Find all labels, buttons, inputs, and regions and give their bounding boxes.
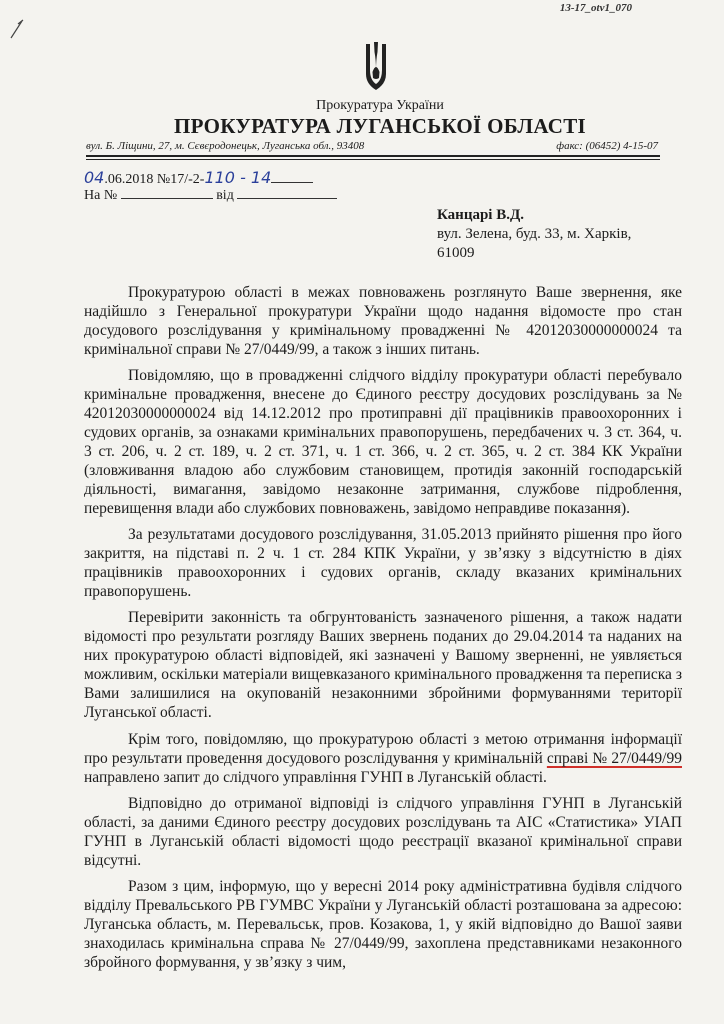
header-address-line [86, 140, 658, 152]
paragraph-5-end: направлено запит до слідчого управління ГУНП в Луганській області. [84, 769, 547, 786]
header-rule-thin [86, 159, 660, 160]
paragraph-6: Відповідно до отриманої відповіді із слідчого управління ГУНП в Луганській області, за даними Єдиного реєстру досудових розслідувань та АІС «Статистика» УІАП ГУНП в Луганській області відомості щодо реєстрації вказаної кримінальної справи відсутні. [84, 795, 682, 869]
header-fax: факс: (06452) 4-15-07 [556, 140, 658, 152]
paragraph-1: Прокуратурою області в межах повноважень розглянуто Ваше звернення, яке надійшло з Генеральної прокуратури України щодо надання відомосте про стан досудового розслідування у кримінальному провадженні № 42012030000000024 та кримінальної справи № 27/0449/99, а також з інших питань. [84, 284, 682, 358]
recipient-address-line1: вул. Зелена, буд. 33, м. Харків, [437, 226, 632, 242]
file-code: 13-17_otv1_070 [559, 2, 632, 14]
header-rule-thick [86, 155, 660, 157]
paragraph-2: Повідомляю, що в провадженні слідчого відділу прокуратури області перебувало кримінальне провадження, внесене до Єдиного реєстру досудових розслідувань за № 42012030000000024 від 14.12.2012 про протиправні дії працівників правоохоронних і судових органів, за ознаками кримінальних правопорушень, передбачених ч. 3 ст. 364, ч. 3 ст. 206, ч. 2 ст. 189, ч. 2 ст. 371, ч. 1 ст. 366, ч. 2 ст. 365, ч. 2 ст. 384 КК України (зловживання владою або службовим становищем, протидія законній господарській діяльності, вимагання, завідомо незаконне затримання, службове підроблення, перевищення влади або службових повноважень, завідомо неправдиве показання). [84, 367, 682, 517]
date-number-text: .06.2018 №17/-2- [104, 172, 205, 187]
header-title: ПРОКУРАТУРА ЛУГАНСЬКОЇ ОБЛАСТІ [174, 114, 586, 138]
paragraph-3: За результатами досудового розслідування, 31.05.2013 прийнято рішення про його закриття, на підставі п. 2 ч. 1 ст. 284 КПК України, у зв’язку з відсутністю в діях працівників правоохоронних і судових органів, складу вказаних кримінальних правопорушень. [84, 526, 682, 600]
recipient-address-line2: 61009 [437, 245, 475, 261]
underlined-case-number: справі № 27/0449/99 [546, 750, 682, 767]
vid-label: від [216, 188, 234, 203]
letter-body [84, 283, 682, 979]
reference-na-line [84, 188, 337, 204]
na-label: На № [84, 188, 118, 203]
tryzub-icon [364, 40, 388, 92]
paragraph-7: Разом з цим, інформую, що у вересні 2014 року адміністративна будівля слідчого відділу Превальського РВ ГУМВС України у Луганській області розташована за адресою: Луганська область, м. Перевальськ, пров. Козакова, 1, у якій відповідно до Вашої заяви знаходилась кримінальна справа № 27/0449/99, захоплена представниками незаконного збройного формування, у зв’язку з чим, [84, 878, 682, 971]
vid-blank [237, 198, 337, 199]
paragraph-5 [84, 730, 682, 787]
handwritten-number: 110 - 14 [204, 168, 272, 187]
number-underline [271, 182, 313, 183]
pen-mark-icon [8, 18, 26, 40]
recipient-name: Канцарі В.Д. [437, 207, 525, 223]
paragraph-5-start: Крім того, повідомляю, що прокуратурою області з метою отримання інформації про результати проведення досудового розслідування у кримінальній [84, 731, 682, 767]
header-address: вул. Б. Ліщини, 27, м. Сєвєродонецьк, Луганська обл., 93408 [86, 140, 365, 152]
na-blank [121, 198, 213, 199]
handwritten-day: 04 [84, 168, 105, 187]
paragraph-4: Перевірити законність та обгрунтованість зазначеного рішення, а також надати відомості про результати розгляду Ваших звернень поданих до 29.04.2014 та наданих на них прокуратурою області відповідей, які зазначені у Вашому зверненні, не уявляється можливим, оскільки матеріали вищевказаного кримінального провадження та переписка з Вами залишилися на окупованій незаконними збройними формуваннями території Луганської області. [84, 609, 682, 721]
reference-date-number [84, 168, 313, 188]
recipient-block [437, 206, 631, 263]
header-subtitle: Прокуратура України [316, 98, 444, 113]
